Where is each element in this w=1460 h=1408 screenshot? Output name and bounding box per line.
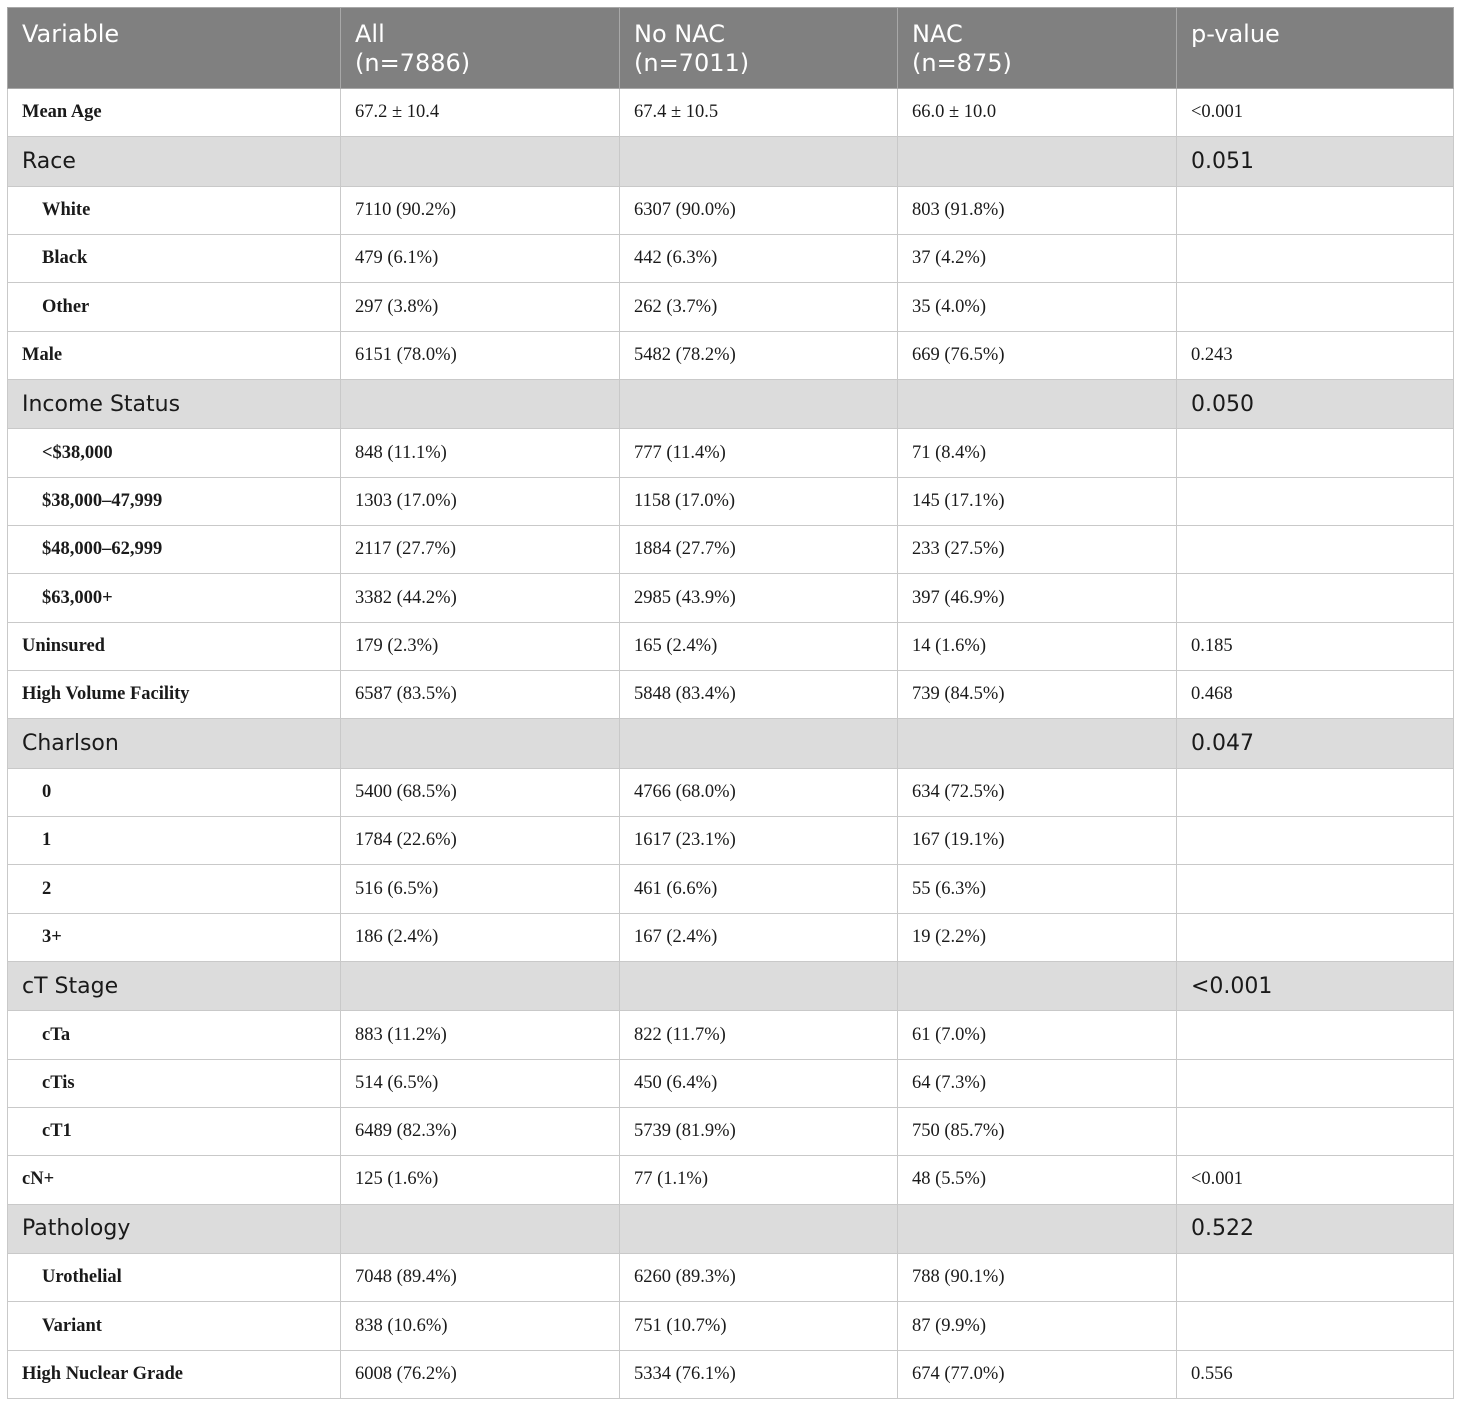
no-nac-cell: 5482 (78.2%) <box>620 331 898 379</box>
p-value-cell: 0.556 <box>1177 1350 1454 1398</box>
all-cell: 179 (2.3%) <box>341 622 620 670</box>
nac-cell: 803 (91.8%) <box>898 186 1177 234</box>
all-cell: 125 (1.6%) <box>341 1156 620 1204</box>
variable-cell: Urothelial <box>8 1254 341 1302</box>
all-cell: 883 (11.2%) <box>341 1011 620 1059</box>
p-value-cell <box>1177 817 1454 865</box>
no-nac-cell: 5848 (83.4%) <box>620 670 898 718</box>
no-nac-cell <box>620 137 898 187</box>
p-value-cell <box>1177 574 1454 622</box>
p-value-cell <box>1177 186 1454 234</box>
p-value-cell <box>1177 283 1454 331</box>
nac-cell: 788 (90.1%) <box>898 1254 1177 1302</box>
nac-cell: 750 (85.7%) <box>898 1108 1177 1156</box>
all-cell: 6008 (76.2%) <box>341 1350 620 1398</box>
variable-cell: Pathology <box>8 1204 341 1254</box>
table-row <box>8 186 1454 234</box>
nac-cell: 71 (8.4%) <box>898 429 1177 477</box>
no-nac-cell <box>620 719 898 769</box>
table-row <box>8 1108 1454 1156</box>
p-value-cell: 0.185 <box>1177 622 1454 670</box>
variable-cell: $48,000–62,999 <box>8 526 341 574</box>
p-value-cell <box>1177 913 1454 961</box>
p-value-cell <box>1177 429 1454 477</box>
table-row <box>8 1011 1454 1059</box>
all-cell: 297 (3.8%) <box>341 283 620 331</box>
variable-cell: $38,000–47,999 <box>8 477 341 525</box>
all-cell: 67.2 ± 10.4 <box>341 89 620 137</box>
no-nac-cell <box>620 379 898 429</box>
table-row <box>8 913 1454 961</box>
group-header-row <box>8 379 1454 429</box>
table-row <box>8 817 1454 865</box>
all-cell: 6151 (78.0%) <box>341 331 620 379</box>
p-value-cell: <0.001 <box>1177 1156 1454 1204</box>
all-cell: 516 (6.5%) <box>341 865 620 913</box>
p-value-cell: 0.243 <box>1177 331 1454 379</box>
nac-cell: 37 (4.2%) <box>898 235 1177 283</box>
p-value-cell <box>1177 1254 1454 1302</box>
variable-cell: Variant <box>8 1302 341 1350</box>
table-row <box>8 1254 1454 1302</box>
table-row <box>8 768 1454 816</box>
all-cell <box>341 379 620 429</box>
no-nac-cell: 777 (11.4%) <box>620 429 898 477</box>
nac-cell <box>898 1204 1177 1254</box>
p-value-cell <box>1177 1059 1454 1107</box>
group-header-row <box>8 1204 1454 1254</box>
p-value-cell: <0.001 <box>1177 961 1454 1011</box>
no-nac-cell: 450 (6.4%) <box>620 1059 898 1107</box>
nac-cell: 14 (1.6%) <box>898 622 1177 670</box>
variable-cell: cTis <box>8 1059 341 1107</box>
all-cell: 5400 (68.5%) <box>341 768 620 816</box>
variable-cell: High Nuclear Grade <box>8 1350 341 1398</box>
no-nac-cell: 822 (11.7%) <box>620 1011 898 1059</box>
variable-cell: 0 <box>8 768 341 816</box>
variable-cell: cT Stage <box>8 961 341 1011</box>
all-cell: 848 (11.1%) <box>341 429 620 477</box>
all-cell <box>341 137 620 187</box>
variable-cell: cN+ <box>8 1156 341 1204</box>
no-nac-cell: 751 (10.7%) <box>620 1302 898 1350</box>
table-row <box>8 89 1454 137</box>
nac-cell: 167 (19.1%) <box>898 817 1177 865</box>
all-cell: 1784 (22.6%) <box>341 817 620 865</box>
variable-cell: Mean Age <box>8 89 341 137</box>
nac-cell: 669 (76.5%) <box>898 331 1177 379</box>
header-all: All (n=7886) <box>341 8 620 89</box>
nac-cell <box>898 719 1177 769</box>
no-nac-cell: 67.4 ± 10.5 <box>620 89 898 137</box>
p-value-cell <box>1177 1011 1454 1059</box>
header-nac: NAC (n=875) <box>898 8 1177 89</box>
no-nac-cell: 165 (2.4%) <box>620 622 898 670</box>
all-cell: 7110 (90.2%) <box>341 186 620 234</box>
variable-cell: 3+ <box>8 913 341 961</box>
nac-cell: 233 (27.5%) <box>898 526 1177 574</box>
no-nac-cell: 6260 (89.3%) <box>620 1254 898 1302</box>
p-value-cell <box>1177 865 1454 913</box>
no-nac-cell <box>620 961 898 1011</box>
variable-cell: $63,000+ <box>8 574 341 622</box>
nac-cell: 397 (46.9%) <box>898 574 1177 622</box>
baseline-characteristics-table <box>7 7 1454 1399</box>
header-no-nac: No NAC (n=7011) <box>620 8 898 89</box>
no-nac-cell: 6307 (90.0%) <box>620 186 898 234</box>
no-nac-cell: 442 (6.3%) <box>620 235 898 283</box>
nac-cell: 48 (5.5%) <box>898 1156 1177 1204</box>
nac-cell: 64 (7.3%) <box>898 1059 1177 1107</box>
variable-cell: Male <box>8 331 341 379</box>
all-cell <box>341 1204 620 1254</box>
nac-cell: 35 (4.0%) <box>898 283 1177 331</box>
variable-cell: cTa <box>8 1011 341 1059</box>
p-value-cell <box>1177 477 1454 525</box>
nac-cell <box>898 379 1177 429</box>
group-header-row <box>8 137 1454 187</box>
table-row <box>8 429 1454 477</box>
no-nac-cell: 77 (1.1%) <box>620 1156 898 1204</box>
all-cell: 6587 (83.5%) <box>341 670 620 718</box>
no-nac-cell: 2985 (43.9%) <box>620 574 898 622</box>
table-row <box>8 235 1454 283</box>
group-header-row <box>8 719 1454 769</box>
p-value-cell <box>1177 1302 1454 1350</box>
table-header <box>8 8 1454 89</box>
nac-cell: 61 (7.0%) <box>898 1011 1177 1059</box>
table-row <box>8 1059 1454 1107</box>
all-cell: 186 (2.4%) <box>341 913 620 961</box>
no-nac-cell: 5334 (76.1%) <box>620 1350 898 1398</box>
table-row <box>8 331 1454 379</box>
no-nac-cell: 1884 (27.7%) <box>620 526 898 574</box>
nac-cell: 87 (9.9%) <box>898 1302 1177 1350</box>
table-row <box>8 526 1454 574</box>
nac-cell: 674 (77.0%) <box>898 1350 1177 1398</box>
all-cell: 6489 (82.3%) <box>341 1108 620 1156</box>
no-nac-cell: 1158 (17.0%) <box>620 477 898 525</box>
no-nac-cell: 167 (2.4%) <box>620 913 898 961</box>
variable-cell: <$38,000 <box>8 429 341 477</box>
table-row <box>8 1156 1454 1204</box>
nac-cell <box>898 961 1177 1011</box>
nac-cell: 19 (2.2%) <box>898 913 1177 961</box>
variable-cell: Income Status <box>8 379 341 429</box>
nac-cell: 145 (17.1%) <box>898 477 1177 525</box>
no-nac-cell: 4766 (68.0%) <box>620 768 898 816</box>
variable-cell: Other <box>8 283 341 331</box>
p-value-cell: 0.050 <box>1177 379 1454 429</box>
no-nac-cell <box>620 1204 898 1254</box>
table-row <box>8 283 1454 331</box>
header-variable: Variable <box>8 8 341 89</box>
all-cell: 7048 (89.4%) <box>341 1254 620 1302</box>
variable-cell: 1 <box>8 817 341 865</box>
p-value-cell: <0.001 <box>1177 89 1454 137</box>
nac-cell: 66.0 ± 10.0 <box>898 89 1177 137</box>
nac-cell: 739 (84.5%) <box>898 670 1177 718</box>
table-body <box>8 89 1454 1399</box>
table-row <box>8 670 1454 718</box>
header-p-value: p-value <box>1177 8 1454 89</box>
no-nac-cell: 262 (3.7%) <box>620 283 898 331</box>
all-cell: 2117 (27.7%) <box>341 526 620 574</box>
variable-cell: White <box>8 186 341 234</box>
table-row <box>8 1302 1454 1350</box>
p-value-cell: 0.051 <box>1177 137 1454 187</box>
all-cell: 838 (10.6%) <box>341 1302 620 1350</box>
header-row <box>8 8 1454 89</box>
table-row <box>8 622 1454 670</box>
p-value-cell: 0.047 <box>1177 719 1454 769</box>
all-cell: 3382 (44.2%) <box>341 574 620 622</box>
nac-cell <box>898 137 1177 187</box>
nac-cell: 55 (6.3%) <box>898 865 1177 913</box>
p-value-cell <box>1177 235 1454 283</box>
all-cell <box>341 961 620 1011</box>
all-cell: 514 (6.5%) <box>341 1059 620 1107</box>
all-cell: 479 (6.1%) <box>341 235 620 283</box>
table-row <box>8 1350 1454 1398</box>
variable-cell: High Volume Facility <box>8 670 341 718</box>
p-value-cell: 0.468 <box>1177 670 1454 718</box>
p-value-cell <box>1177 768 1454 816</box>
all-cell: 1303 (17.0%) <box>341 477 620 525</box>
variable-cell: 2 <box>8 865 341 913</box>
table-row <box>8 574 1454 622</box>
no-nac-cell: 461 (6.6%) <box>620 865 898 913</box>
group-header-row <box>8 961 1454 1011</box>
variable-cell: Charlson <box>8 719 341 769</box>
variable-cell: Black <box>8 235 341 283</box>
p-value-cell <box>1177 526 1454 574</box>
nac-cell: 634 (72.5%) <box>898 768 1177 816</box>
no-nac-cell: 1617 (23.1%) <box>620 817 898 865</box>
p-value-cell <box>1177 1108 1454 1156</box>
p-value-cell: 0.522 <box>1177 1204 1454 1254</box>
table-row <box>8 865 1454 913</box>
table-row <box>8 477 1454 525</box>
variable-cell: Uninsured <box>8 622 341 670</box>
no-nac-cell: 5739 (81.9%) <box>620 1108 898 1156</box>
all-cell <box>341 719 620 769</box>
variable-cell: Race <box>8 137 341 187</box>
variable-cell: cT1 <box>8 1108 341 1156</box>
